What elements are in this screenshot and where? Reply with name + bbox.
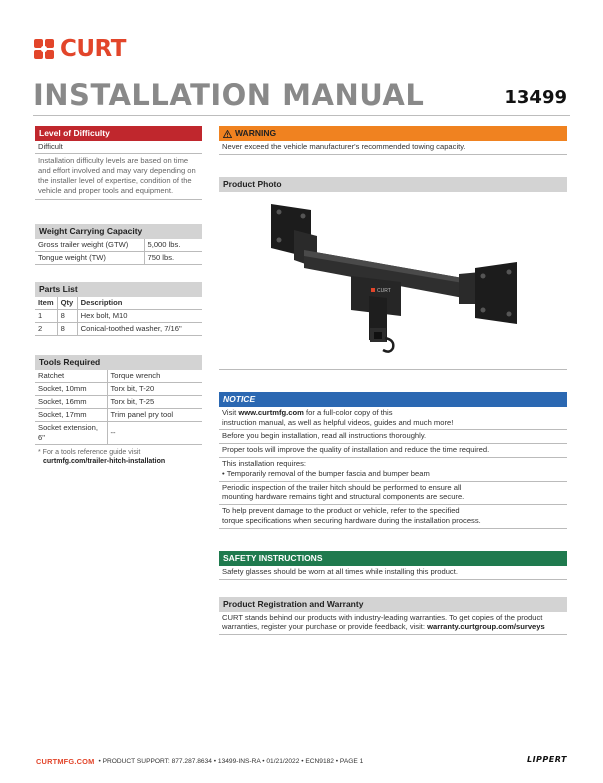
tool-name: -- [107, 422, 202, 445]
capacity-label: Tongue weight (TW) [38, 253, 106, 262]
notice-visit-prefix: Visit [222, 407, 239, 417]
footer-info: • PRODUCT SUPPORT: 877.287.8634 • 13499-INS-RA • 01/21/2022 • ECN9182 • PAGE 1 [98, 758, 364, 765]
registration-line1: CURT stands behind our products with industry-leading warranties. To get copies of the product [222, 612, 543, 622]
table-row [35, 370, 202, 383]
difficulty-heading: Level of Difficulty [35, 126, 202, 141]
column-header-description: Description [77, 297, 202, 310]
product-photo-heading: Product Photo [219, 177, 567, 192]
tool-name: Torx bit, T-20 [107, 383, 202, 396]
notice-proper-tools: Proper tools will improve the quality of installation and reduce the time required. [219, 444, 567, 458]
curtmfg-link[interactable]: www.curtmfg.com [238, 407, 304, 417]
warning-text: Never exceed the vehicle manufacturer's recommended towing capacity. [219, 141, 567, 155]
column-header-qty: Qty [57, 297, 77, 310]
notice-installation-requires [219, 458, 567, 482]
table-row [35, 239, 202, 252]
warning-section [219, 126, 567, 155]
tool-name: Torque wrench [107, 370, 202, 383]
parts-heading: Parts List [35, 282, 202, 297]
notice-torque-line2: torque specifications when securing hardware during the installation process. [222, 515, 481, 525]
warranty-link[interactable]: warranty.curtgroup.com/surveys [427, 622, 545, 632]
tools-guide-link[interactable]: curtmfg.com/trailer-hitch-installation [43, 458, 166, 465]
product-photo-section [219, 177, 567, 370]
difficulty-desc-line: and effort involved and may vary depending on [38, 166, 196, 175]
table-row [35, 310, 202, 323]
left-column [35, 126, 202, 466]
notice-requires-label: This installation requires: [222, 458, 306, 468]
curt-logo [33, 36, 126, 62]
difficulty-desc-line: the installer level of expertise, condition of the [38, 176, 192, 185]
tool-name: Socket extension, 6" [38, 423, 98, 442]
notice-heading: NOTICE [219, 392, 567, 407]
column-header-item: Item [38, 298, 54, 307]
tool-name: Socket, 10mm [38, 384, 87, 393]
table-header-row [35, 297, 202, 310]
tools-table [35, 370, 202, 445]
tools-note: * For a tools reference guide visit [38, 449, 141, 456]
trailer-hitch-image [219, 192, 567, 370]
bullet-icon: • [222, 468, 227, 478]
tool-name: Socket, 17mm [38, 410, 87, 419]
notice-inspection-line2: mounting hardware remains tight and structural components are secure. [222, 492, 465, 502]
lippert-brand: LIPPERT [526, 755, 567, 764]
curt-logo-icon [33, 38, 55, 60]
tools-section [35, 355, 202, 466]
part-qty: 8 [57, 323, 77, 336]
capacity-value: 750 lbs. [144, 252, 202, 265]
difficulty-description [35, 154, 202, 200]
page-title: INSTALLATION MANUAL [33, 78, 425, 112]
lippert-logo [527, 755, 567, 764]
registration-section [219, 597, 567, 636]
table-row [35, 396, 202, 409]
notice-visit-rest: for a full-color copy of this [303, 407, 393, 417]
safety-text: Safety glasses should be worn at all times while installing this product. [219, 566, 567, 580]
table-row [35, 409, 202, 422]
difficulty-desc-line: Installation difficulty levels are based on time [38, 156, 189, 165]
capacity-section [35, 224, 202, 265]
difficulty-desc-line: vehicle and proper tools and equipment. [38, 186, 174, 195]
table-row [35, 422, 202, 445]
notice-torque-line1: To help prevent damage to the product or vehicle, refer to the specified [222, 506, 460, 516]
hitch-logo-text: CURT [377, 287, 391, 294]
part-qty: 8 [57, 310, 77, 323]
warning-heading-text: WARNING [235, 128, 277, 138]
table-row [35, 323, 202, 336]
parts-section [35, 282, 202, 336]
safety-heading: SAFETY INSTRUCTIONS [219, 551, 567, 566]
difficulty-level: Difficult [35, 141, 202, 154]
tool-name: Trim panel pry tool [107, 409, 202, 422]
notice-visit-line2: instruction manual, as well as helpful videos, guides and much more! [222, 417, 454, 427]
notice-requires-item: Temporarily removal of the bumper fascia and bumper beam [226, 468, 430, 478]
part-number: 13499 [504, 87, 567, 108]
right-column [219, 126, 567, 635]
brand-name: CURT [60, 36, 126, 62]
registration-text [219, 612, 567, 636]
notice-inspection-line1: Periodic inspection of the trailer hitch should be performed to ensure all [222, 482, 462, 492]
title-divider [33, 115, 570, 116]
table-row [35, 383, 202, 396]
notice-section [219, 392, 567, 529]
capacity-table [35, 239, 202, 265]
footer-site-link[interactable]: CURTMFG.COM [36, 757, 95, 766]
part-description: Hex bolt, M10 [77, 310, 202, 323]
warning-heading [219, 126, 567, 141]
tools-heading: Tools Required [35, 355, 202, 370]
safety-section [219, 551, 567, 580]
tool-name: Torx bit, T-25 [107, 396, 202, 409]
notice-torque [219, 505, 567, 529]
part-item: 1 [38, 311, 43, 320]
capacity-heading: Weight Carrying Capacity [35, 224, 202, 239]
table-row [35, 252, 202, 265]
tool-name: Socket, 16mm [38, 397, 87, 406]
tool-name: Ratchet [38, 371, 65, 380]
warning-icon [223, 130, 232, 138]
part-description: Conical-toothed washer, 7/16" [77, 323, 202, 336]
parts-table [35, 297, 202, 336]
difficulty-section [35, 126, 202, 200]
capacity-label: Gross trailer weight (GTW) [38, 240, 129, 249]
notice-inspection [219, 482, 567, 506]
product-photo [219, 192, 567, 370]
page-footer [36, 757, 363, 766]
registration-line2: warranties, register your purchase or provide feedback, visit: [222, 622, 428, 632]
registration-heading: Product Registration and Warranty [219, 597, 567, 612]
part-item: 2 [38, 324, 43, 333]
notice-visit [219, 407, 567, 431]
capacity-value: 5,000 lbs. [144, 239, 202, 252]
notice-read-instructions: Before you begin installation, read all instructions thoroughly. [219, 430, 567, 444]
